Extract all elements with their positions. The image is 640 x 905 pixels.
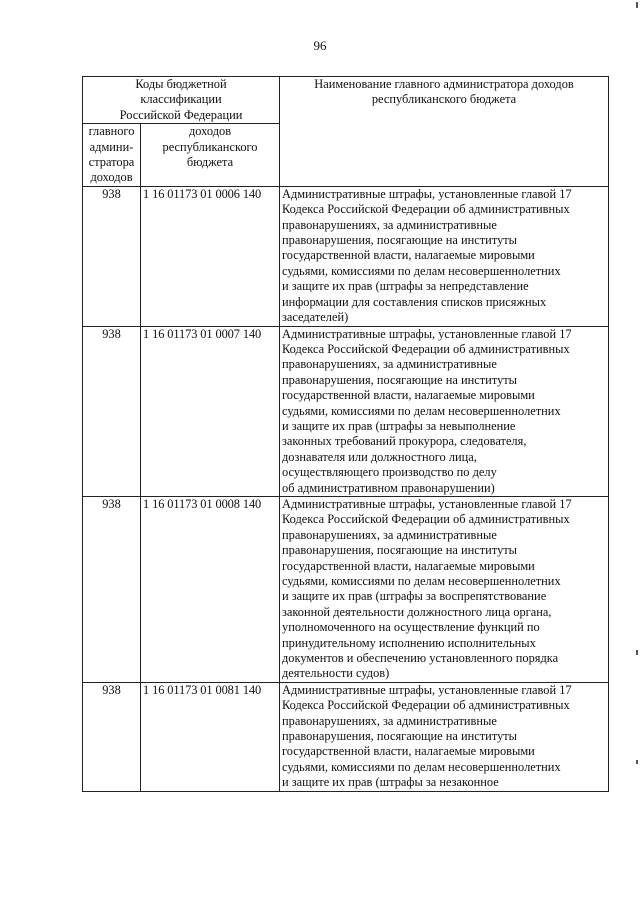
description-cell (280, 682, 609, 791)
description-line: Административные штрафы, установленные главой 17 (282, 186, 572, 201)
description-line: заседателей) (282, 310, 349, 325)
description-line: Кодекса Российской Федерации об административных (282, 341, 570, 356)
table-row (83, 496, 609, 682)
header-line: доходов (188, 124, 232, 139)
table-row (83, 186, 609, 326)
scan-edge-mark (636, 2, 638, 8)
description-line: Кодекса Российской Федерации об административных (282, 512, 570, 527)
description-line: деятельности судов) (282, 666, 390, 681)
description-line: дознавателя или должностного лица, (282, 449, 477, 464)
description-line: документов и обеспечению установленного порядка (282, 651, 559, 666)
description-line: законных требований прокурора, следователя, (282, 434, 527, 449)
admin-code-cell: 938 (83, 496, 141, 682)
header-chief-administrator (83, 124, 141, 187)
description-line: Административные штрафы, установленные главой 17 (282, 682, 572, 697)
header-line: Наименование главного администратора доходов (314, 77, 574, 91)
header-republican-budget-revenues (141, 124, 280, 187)
header-line: стратора (88, 155, 135, 170)
description-line: правонарушения, посягающие на институты (282, 729, 518, 744)
description-line: правонарушениях, за административные (282, 217, 497, 232)
description-line: судьями, комиссиями по делам несовершеннолетних (282, 403, 561, 418)
table-body (83, 186, 609, 791)
description-line: Кодекса Российской Федерации об административных (282, 698, 570, 713)
header-line: доходов (90, 170, 133, 185)
description-line: принудительному исполнению исполнительных (282, 635, 536, 650)
scan-edge-mark (636, 760, 638, 764)
description-line: правонарушениях, за административные (282, 527, 497, 542)
header-line: бюджета (186, 155, 234, 170)
description-line: правонарушениях, за административные (282, 357, 497, 372)
description-line: государственной власти, налагаемые мировыми (282, 388, 535, 403)
revenue-code-cell: 1 16 01173 01 0081 140 (141, 682, 280, 791)
description-line: и защите их прав (штрафы за незаконное (282, 775, 499, 790)
description-line: и защите их прав (штрафы за воспрепятствование (282, 589, 547, 604)
admin-code-cell: 938 (83, 682, 141, 791)
table-row (83, 682, 609, 791)
description-line: Кодекса Российской Федерации об административных (282, 202, 570, 217)
header-line: республиканского (162, 139, 258, 154)
admin-code-cell: 938 (83, 326, 141, 496)
description-line: судьями, комиссиями по делам несовершеннолетних (282, 759, 561, 774)
header-line: Коды бюджетной (135, 77, 227, 91)
header-line: Российской Федерации (119, 107, 243, 122)
description-line: Административные штрафы, установленные главой 17 (282, 326, 572, 341)
revenue-code-cell: 1 16 01173 01 0006 140 (141, 186, 280, 326)
table-header-row (83, 77, 609, 124)
scan-edge-mark (636, 650, 638, 655)
description-line: об административном правонарушении) (282, 480, 495, 495)
description-line: осуществляющего производство по делу (282, 465, 497, 480)
budget-codes-table (82, 76, 609, 792)
description-line: судьями, комиссиями по делам несовершеннолетних (282, 263, 561, 278)
description-line: судьями, комиссиями по делам несовершеннолетних (282, 574, 561, 588)
description-line: и защите их прав (штрафы за невыполнение (282, 418, 516, 433)
header-budget-classification-codes (83, 77, 280, 124)
revenue-code-cell: 1 16 01173 01 0008 140 (141, 496, 280, 682)
description-line: законной деятельности должностного лица органа, (282, 604, 552, 619)
description-line: правонарушения, посягающие на институты (282, 543, 518, 558)
description-line: уполномоченного на осуществление функций по (282, 620, 540, 635)
description-line: информации для составления списков присяжных (282, 294, 547, 309)
table-row (83, 326, 609, 496)
header-line: главного (88, 124, 135, 139)
admin-code-cell: 938 (83, 186, 141, 326)
description-line: государственной власти, налагаемые мировыми (282, 248, 535, 263)
header-line: республиканского бюджета (371, 92, 517, 107)
header-administrator-name (280, 77, 609, 187)
description-line: государственной власти, налагаемые мировыми (282, 558, 535, 573)
description-line: правонарушениях, за административные (282, 713, 497, 728)
description-line: государственной власти, налагаемые мировыми (282, 744, 535, 759)
header-line: классификации (140, 92, 222, 107)
description-line: и защите их прав (штрафы за непредставление (282, 279, 529, 294)
revenue-code-cell: 1 16 01173 01 0007 140 (141, 326, 280, 496)
description-cell (280, 186, 609, 326)
description-cell (280, 496, 609, 682)
description-cell (280, 326, 609, 496)
description-line: Административные штрафы, установленные главой 17 (282, 496, 572, 511)
page-number: 96 (313, 38, 327, 53)
header-line: админи- (89, 139, 134, 154)
description-line: правонарушения, посягающие на институты (282, 233, 518, 248)
description-line: правонарушения, посягающие на институты (282, 372, 518, 387)
